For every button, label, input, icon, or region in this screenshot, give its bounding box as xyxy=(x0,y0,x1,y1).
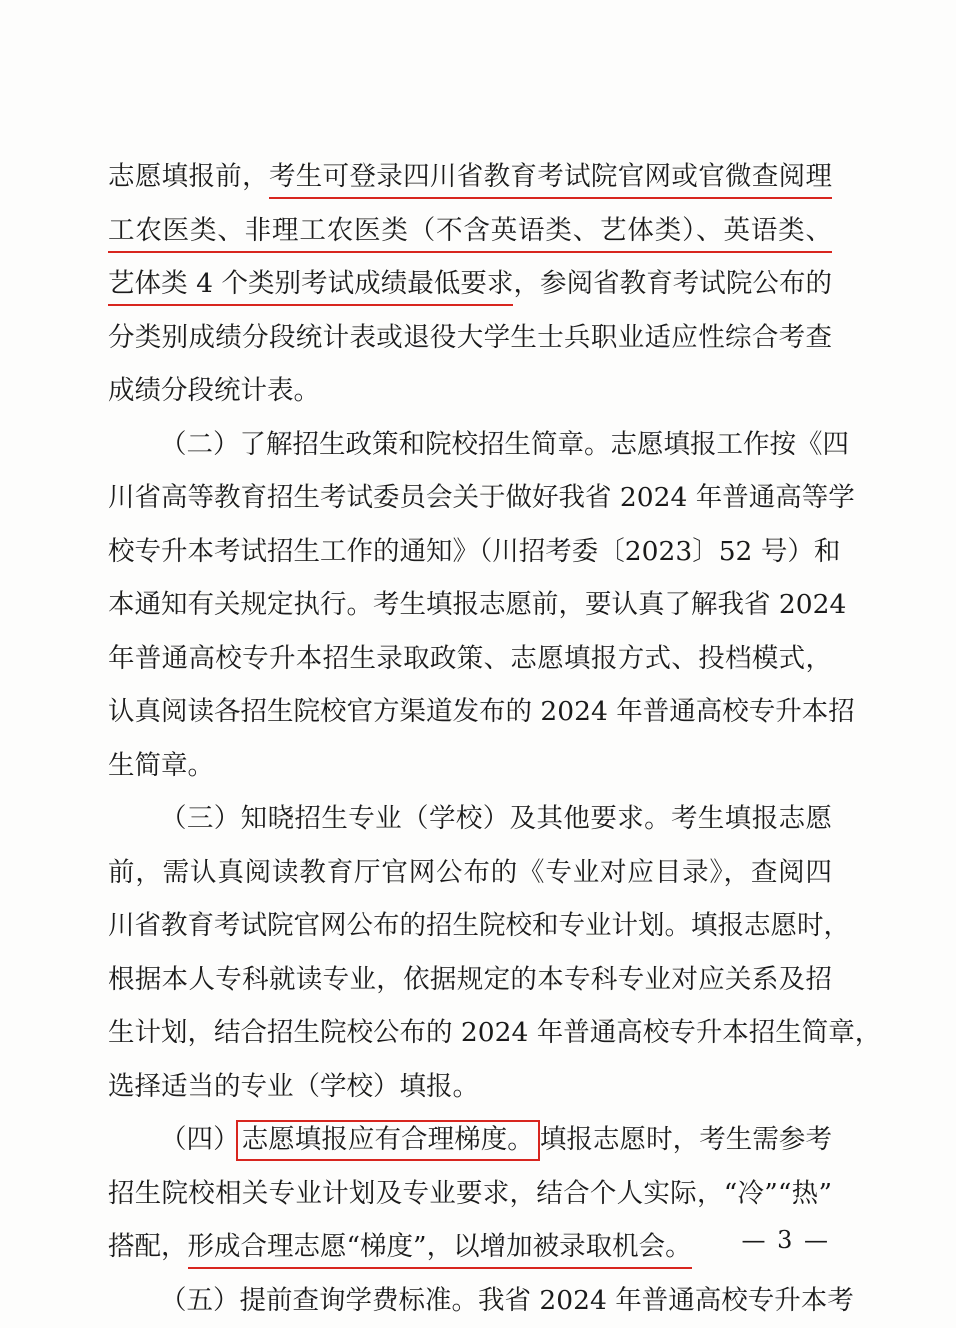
paragraph-heading-line: （五）提前查询学费标准。我省 2024 年普通高校专升本考 xyxy=(160,1284,854,1316)
text-line xyxy=(108,257,832,311)
text-line: 生简章。 xyxy=(108,749,214,781)
text-line: 招生院校相关专业计划及专业要求，结合个人实际，“冷”“热” xyxy=(108,1177,832,1209)
text-line: 年普通高校专升本招生录取政策、志愿填报方式、投档模式， xyxy=(108,642,832,674)
text-line: 认真阅读各招生院校官方渠道发布的 2024 年普通高校专升本招 xyxy=(108,696,855,727)
text-line: 校专升本考试招生工作的通知》（川招考委〔2023〕52 号）和 xyxy=(108,535,841,567)
boxed-text: 志愿填报应有合理梯度。 xyxy=(236,1120,540,1161)
underlined-text: 艺体类 4 个类别考试成绩最低要求 xyxy=(108,268,513,306)
document-body xyxy=(108,150,882,1327)
text-segment: 志愿填报前， xyxy=(108,161,269,192)
text-segment: 搭配， xyxy=(108,1231,188,1262)
text-line: 根据本人专科就读专业，依据规定的本专科专业对应关系及招 xyxy=(108,963,832,995)
paragraph-heading-line xyxy=(108,1113,832,1167)
text-line: 生计划，结合招生院校公布的 2024 年普通高校专升本招生简章， xyxy=(108,1017,882,1048)
text-line xyxy=(108,204,832,258)
text-line: 川省高等教育招生考试委员会关于做好我省 2024 年普通高等学 xyxy=(108,482,855,513)
text-line: 选择适当的专业（学校）填报。 xyxy=(108,1070,479,1102)
text-line xyxy=(108,1220,832,1274)
text-segment: ，参阅省教育考试院公布的 xyxy=(513,268,832,299)
text-line: 前，需认真阅读教育厅官网公布的《专业对应目录》，查阅四 xyxy=(108,856,832,888)
text-line: 本通知有关规定执行。考生填报志愿前，要认真了解我省 2024 xyxy=(108,589,847,620)
text-line: 分类别成绩分段统计表或退役大学生士兵职业适应性综合考查 xyxy=(108,321,832,353)
paragraph-heading-line: （三）知晓招生专业（学校）及其他要求。考生填报志愿 xyxy=(160,803,832,834)
text-segment: 填报志愿时，考生需参考 xyxy=(539,1124,832,1155)
underlined-text: 形成合理志愿“梯度”，以增加被录取机会。 xyxy=(188,1231,692,1269)
text-segment: （四） xyxy=(160,1124,240,1155)
text-line: 川省教育考试院官网公布的招生院校和专业计划。填报志愿时， xyxy=(108,910,850,941)
text-line: 成绩分段统计表。 xyxy=(108,375,320,406)
paragraph-heading-line: （二）了解招生政策和院校招生简章。志愿填报工作按《四 xyxy=(160,428,849,460)
underlined-text: 工农医类、非理工农医类（不含英语类、艺体类）、英语类、 xyxy=(108,215,832,253)
page-number: — 3 — xyxy=(741,1226,830,1254)
text-line xyxy=(108,150,832,204)
underlined-text: 考生可登录四川省教育考试院官网或官微查阅理 xyxy=(269,161,832,199)
